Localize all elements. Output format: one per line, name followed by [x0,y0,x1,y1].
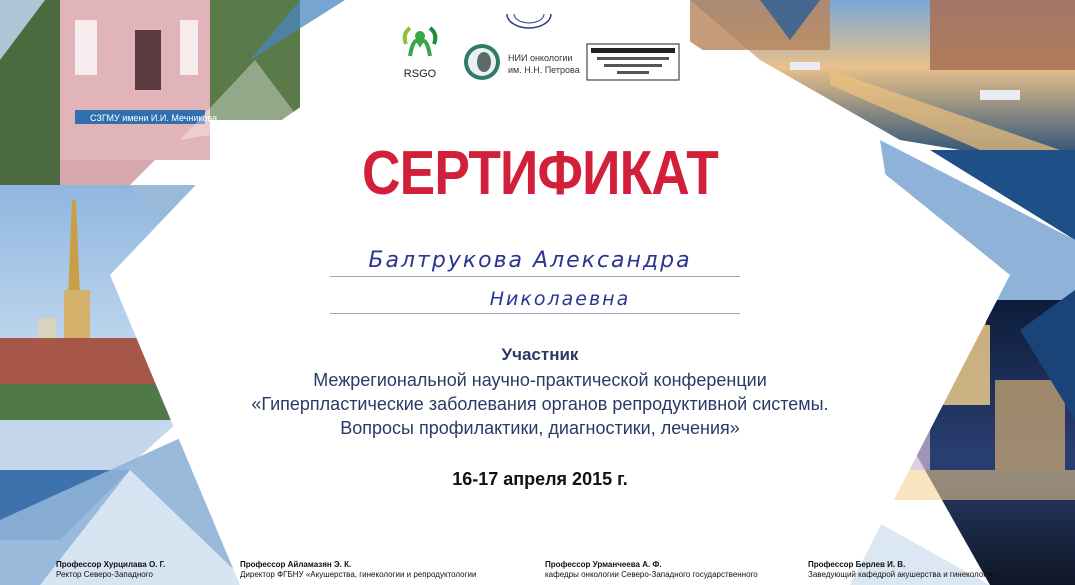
recipient-name-line2: Николаевна [489,288,631,310]
university-seal [507,14,551,28]
recipient-role: Участник [501,345,579,364]
conference-line2: «Гиперпластические заболевания органов репродуктивной системы. [251,394,829,414]
obstetricians-society-logo [587,44,679,80]
building-sign: СЗГМУ имени И.И. Мечникова [90,113,218,123]
signature-position-4: Заведующий кафедрой акушерства и гинекологии [808,570,996,579]
signature-name-1: Профессор Хурцилава О. Г. [56,560,166,569]
signature-block-3 [545,560,758,580]
conference-line3: Вопросы профилактики, диагностики, лечения» [340,418,740,438]
signature-name-4: Профессор Берлев И. В. [808,560,906,569]
signature-block-1 [56,560,165,580]
conference-line1: Межрегиональной научно-практической конференции [313,370,767,390]
name-underline-2 [330,313,740,314]
nii-oncology-emblem [464,44,500,80]
signature-position-3: кафедры онкологии Северо-Западного государственного [545,570,758,579]
signature-name-2: Профессор Айламазян Э. К. [240,560,352,569]
rsgo-label: RSGO [403,68,437,80]
recipient-name-line1: Балтрукова Александра [368,248,692,273]
conference-date: 16-17 апреля 2015 г. [452,469,628,489]
signature-position-1: Ректор Северо-Западного [56,570,153,579]
logos-row [392,14,722,94]
nii-line2: им. Н.Н. Петрова [508,65,580,75]
nii-oncology-label [508,52,580,76]
rsgo-logo [405,28,436,56]
signature-position-2: Директор ФГБНУ «Акушерства, гинекологии и репродуктологии [240,570,477,579]
name-underline-1 [330,276,740,277]
signature-name-3: Профессор Урманчеева А. Ф. [545,560,662,569]
signature-block-4 [808,560,995,580]
certificate-title: СЕРТИФИКАТ [361,139,719,208]
signature-block-2 [240,560,476,580]
nii-line1: НИИ онкологии [508,53,573,63]
